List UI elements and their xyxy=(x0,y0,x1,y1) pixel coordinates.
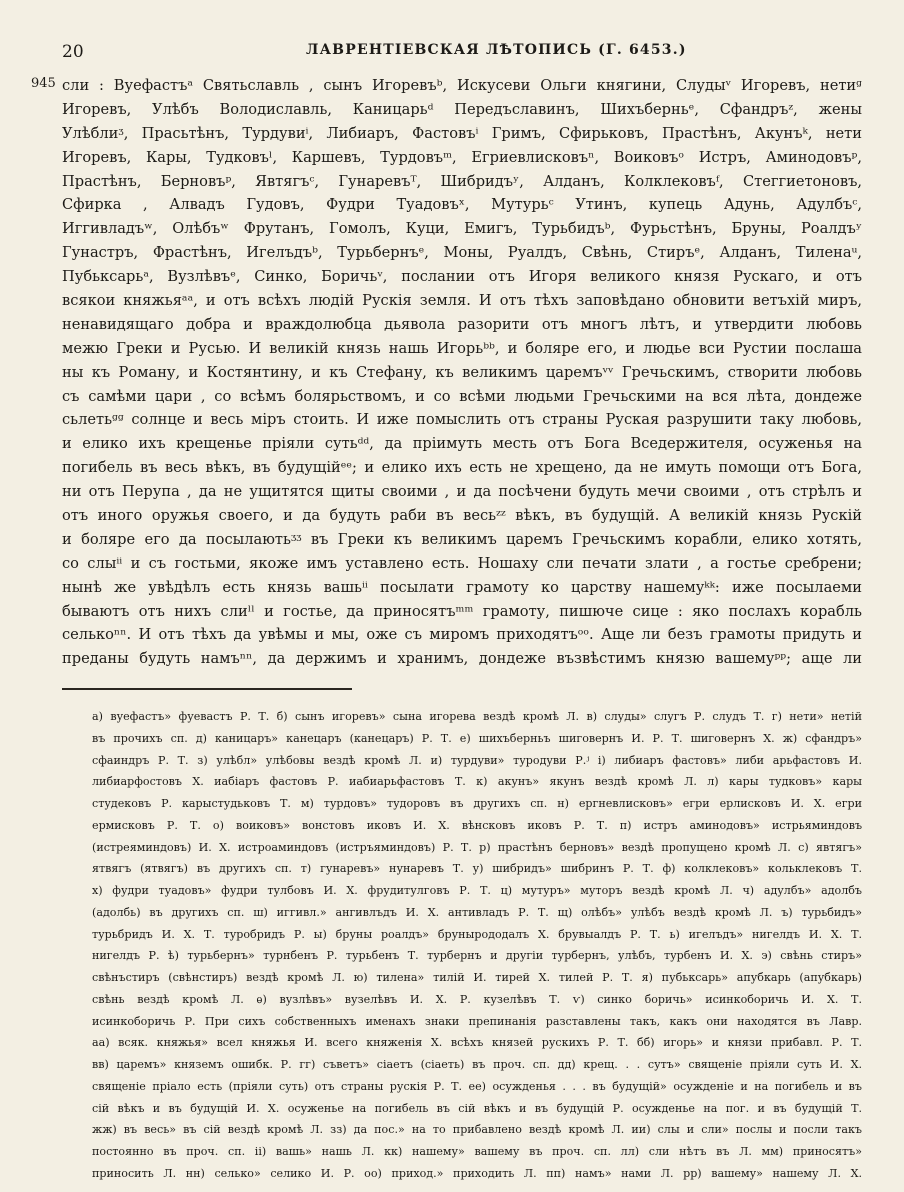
text-line: Гунастръ, Фрастѣнъ, Игелъдъᵇ, Турьбернъᵉ, Моны, Руалдъ, Свѣнь, Стиръᵉ, Алданъ, Тиленаᵘ, xyxy=(62,244,862,262)
text-line: ны къ Роману, и Костянтину, и къ Стефану, къ великимъ царемъᵛᵛ Гречьскимъ, створити любовь xyxy=(62,363,862,381)
footnote-line: исинкоборичь Р. При сихъ собственныхъ именахъ знаки препинанія разставлены такъ, какъ они находятся въ Лавр. xyxy=(92,1014,862,1028)
footnote-line: приносить Л. нн) селько» селико И. Р. оо) приход.» приходить Л. пп) намъ» нами Л. рр) вашему» нашему Л. Х. xyxy=(92,1166,862,1180)
footnote-line: х) фудри туадовъ» фудри тулбовъ И. Х. фрудитулговъ Р. Т. ц) мутуръ» муторъ вездѣ кромѣ Л. ч) адулбъ» адолбъ xyxy=(92,884,862,897)
main-text-block xyxy=(62,74,862,671)
footnote-line: сфаиндръ Р. Т. з) улѣбл» улѣбовы вездѣ кромѣ Л. и) турдуви» туродуви Р.ʲ i) либиаръ фастовъ» либи арьфастовъ И. xyxy=(92,753,862,767)
footnote-line: либиарфостовъ Х. иабіаръ фастовъ Р. иабиарьфастовъ Т. к) акунъ» якунъ вездѣ кромѣ Л. л) кары тудковъ» кары xyxy=(92,775,862,789)
page-header xyxy=(62,40,862,68)
text-line: со слыⁱⁱ и съ гостьми, якоже имъ уставлено есть. Ношаху сли печати злати , а гостье сребрени; xyxy=(62,554,862,572)
footnote-line: (истреяминдовъ) И. Х. истроаминдовъ (истръяминдовъ) Р. Т. р) прастѣнъ берновъ» вездѣ пропущено кромѣ Л. с) явтягъ» xyxy=(92,840,862,854)
text-line: сли : Вуефастъᵃ Святьславль , сынъ Игоревъᵇ, Искусеви Ольги княгини, Слудыᵛ Игоревъ, нетиᵍ xyxy=(62,77,862,94)
footnote-line: аа) вcяк. княжья» всел княжья И. всего княженія Х. всѣхъ князей рускихъ Р. Т. бб) игорь» и князи прибавл. Р. Т. xyxy=(92,1036,862,1050)
text-line: всякои княжьяᵃᵃ, и отъ всѣхъ людій Рускія земля. И отъ тѣхъ заповѣдано обновити ветъхій миръ, xyxy=(62,292,862,310)
footnote-line: свѣнь вездѣ кромѣ Л. ѳ) вузлѣвъ» вузелѣвъ И. Х. Р. кузелѣвъ Т. ѵ) синко боричь» исинкоборичь И. Х. Т. xyxy=(92,992,862,1006)
text-line: погибель въ весь вѣкъ, въ будущійᵉᵉ; и елико ихъ есть не хрещено, да не имуть помощи отъ Бога, xyxy=(62,459,862,477)
footnote-line: ермисковъ Р. Т. о) воиковъ» вонстовъ иковъ И. Х. вѣнсковъ иковъ Р. Т. п) истръ аминодовъ» истрьяминдовъ xyxy=(92,818,862,832)
text-line: съ самѣми цари , со всѣмъ болярьствомъ, и со всѣми людьми Гречьскими на вся лѣта, дондеже xyxy=(62,387,862,405)
footnote-line: въ прочихъ сп. д) каницаръ» канецаръ (канецаръ) Р. Т. е) шихъберньъ шиговернъ И. Р. Т. шиговернъ Х. ж) сфандръ» xyxy=(92,731,862,745)
text-line: Улѣблиᶾ, Прасьтѣнъ, Турдувиⁱ, Либиаръ, Фастовъⁱ Гримъ, Сфирьковъ, Прастѣнъ, Акунъᵏ, нети xyxy=(62,124,862,142)
footnote-line: священіе пріало есть (пріяли суть) отъ страны рускія Р. Т. ее) осужденья . . . въ будущій» осужденіе и на погибель и въ xyxy=(92,1079,862,1093)
footnote-line: жж) въ весь» въ сій вездѣ кромѣ Л. зз) да пос.» на то прибавлено вездѣ кромѣ Л. ии) слы и сли» послы и посли такъ xyxy=(92,1123,862,1137)
text-line: и боляре его да посылаютьᶾᶾ въ Греки къ великимъ царемъ Гречьскимъ корабли, елико хотять, xyxy=(62,530,862,548)
footnote-line: (адолбь) въ другихъ сп. ш) иггивл.» ангивлъдъ И. Х. антивладъ Р. Т. щ) олѣбъ» улѣбъ вездѣ кромѣ Л. ъ) турьбидъ» xyxy=(92,905,862,919)
text-line: ненавидящаго добра и враждолюбца дьявола разорити отъ многъ лѣтъ, и утвердити любовь xyxy=(62,315,862,333)
text-line: Прастѣнъ, Берновъᵖ, Явтягъᶜ, Гунаревъᵀ, Шибридъʸ, Алданъ, Колклековъᶠ, Стеггиетоновъ, xyxy=(62,172,862,190)
text-line: межю Греки и Русью. И великій князь нашь Игорьᵇᵇ, и боляре его, и людье вси Рустии послаша xyxy=(62,339,862,357)
text-line: отъ иного оружья своего, и да будуть раби въ весьᶻᶻ вѣкъ, въ будущій. А великій князь Рускій xyxy=(62,507,862,525)
footnote-line: вв) царемъ» княземъ ошибк. Р. гг) съветъ» сіаетъ (сіаеть) въ проч. сп. дд) крещ. . . сутъ» священіе пріяли суть И. Х. xyxy=(92,1058,862,1071)
text-line: Игоревъ, Улѣбъ Володиславль, Каницарьᵈ Передъславинъ, Шихъберньᵉ, Сфандръᶻ, жены xyxy=(62,100,862,118)
text-line: ни отъ Перупа , да не ущитятся щиты своими , и да посѣчени будуть мечи своими , отъ стрѣлъ и xyxy=(62,483,862,501)
running-title: ЛАВРЕНТІЕВСКАЯ ЛѢТОПИСЬ (Г. 6453.) xyxy=(306,42,687,58)
footnote-divider xyxy=(62,688,352,690)
footnotes-block xyxy=(92,706,862,1185)
footnote-line: постоянно въ проч. сп. іі) вашь» нашь Л. кк) нашему» вашему въ проч. сп. лл) сли нѣтъ въ Л. мм) приносятъ» xyxy=(92,1145,862,1158)
footnote-line: ятвягъ (ятвягъ) въ другихъ сп. т) гунаревъ» нунаревъ Т. у) шибридъ» шибринъ Р. Т. ф) колклековъ» кольклековъ Т. xyxy=(92,862,862,876)
footnote-line: нигелдъ Р. ѣ) турьбернъ» турнбенъ Р. турьбенъ Т. турбернъ и другіи турбернъ, улѣбъ, турбенъ И. Х. э) свѣнь стиръ» xyxy=(92,949,862,963)
footnote-line: студековъ Р. карыстудьковъ Т. м) турдовъ» тудоровъ въ другихъ сп. н) ергневлисковъ» егри ерлисковъ И. Х. егри xyxy=(92,797,862,810)
text-line: сьлетьᵍᵍ солнце и весь міръ стоить. И иже помыслить отъ страны Руская разрушити таку любовь, xyxy=(62,411,862,429)
footnote-line: а) вуефастъ» фуевастъ Р. Т. б) сынъ игоревъ» сына игорева вездѣ кромѣ Л. в) слуды» слугъ Р. слудъ Т. г) нети» нетій xyxy=(92,710,862,723)
page-number: 20 xyxy=(62,42,84,62)
margin-year-number: 945 xyxy=(31,76,56,91)
footnote-line: турьбридъ И. Х. Т. туробридъ Р. ы) бруны роалдъ» брунырододалъ Х. брувыалдъ Р. Т. ь) игелъдъ» нигелдъ И. Х. Т. xyxy=(92,927,862,941)
text-line: селькоⁿⁿ. И отъ тѣхъ да увѣмы и мы, оже съ миромъ приходятъᵒᵒ. Аще ли безъ грамоты придуть и xyxy=(62,626,862,644)
text-line: бываютъ отъ нихъ слиˡˡ и гостье, да приносятъᵐᵐ грамоту, пишюче сице : яко послахъ корабль xyxy=(62,602,862,620)
text-line: Игоревъ, Кары, Тудковъˡ, Каршевъ, Турдовъᵐ, Егриевлисковъⁿ, Воиковъᵒ Истръ, Аминодовъᵖ, xyxy=(62,148,862,166)
text-line: нынѣ же увѣдѣлъ есть князь вашьⁱⁱ посылати грамоту ко царству нашемуᵏᵏ: иже посылаеми xyxy=(62,578,862,596)
footnote-line: свѣнъстиръ (свѣнстиръ) вездѣ кромѣ Л. ю) тилена» тилій И. тирей Х. тилей Р. Т. я) пубьксарь» апубкарь (апубкарь) xyxy=(92,971,862,984)
footnote-line: сій вѣкъ и въ будущій И. Х. осуженье на погибель въ сій вѣкъ и въ будущій Р. осужденье на пог. и въ будущій Т. xyxy=(92,1101,862,1115)
text-line: Пубьксарьᵃ, Вузлѣвъᵉ, Синко, Боричьᵛ, послании отъ Игоря великого князя Рускаго, и отъ xyxy=(62,268,862,286)
text-line: Сфирка , Алвадъ Гудовъ, Фудри Туадовъˣ, Мутурьᶜ Утинъ, купець Адунь, Адулбъᶜ, xyxy=(62,196,862,214)
text-line: Иггивладъʷ, Олѣбъʷ Фрутанъ, Гомолъ, Куци, Емигъ, Турьбидъᵇ, Фурьстѣнъ, Бруны, Роалдъʸ xyxy=(62,220,862,238)
text-line: и елико ихъ крещенье пріяли сутьᵈᵈ, да пріимуть месть отъ Бога Вседержителя, осуженья на xyxy=(62,435,862,453)
text-line: преданы будуть намъⁿⁿ, да держимъ и хранимъ, дондеже възвѣстимъ князю вашемуᵖᵖ; аще ли xyxy=(62,650,862,668)
